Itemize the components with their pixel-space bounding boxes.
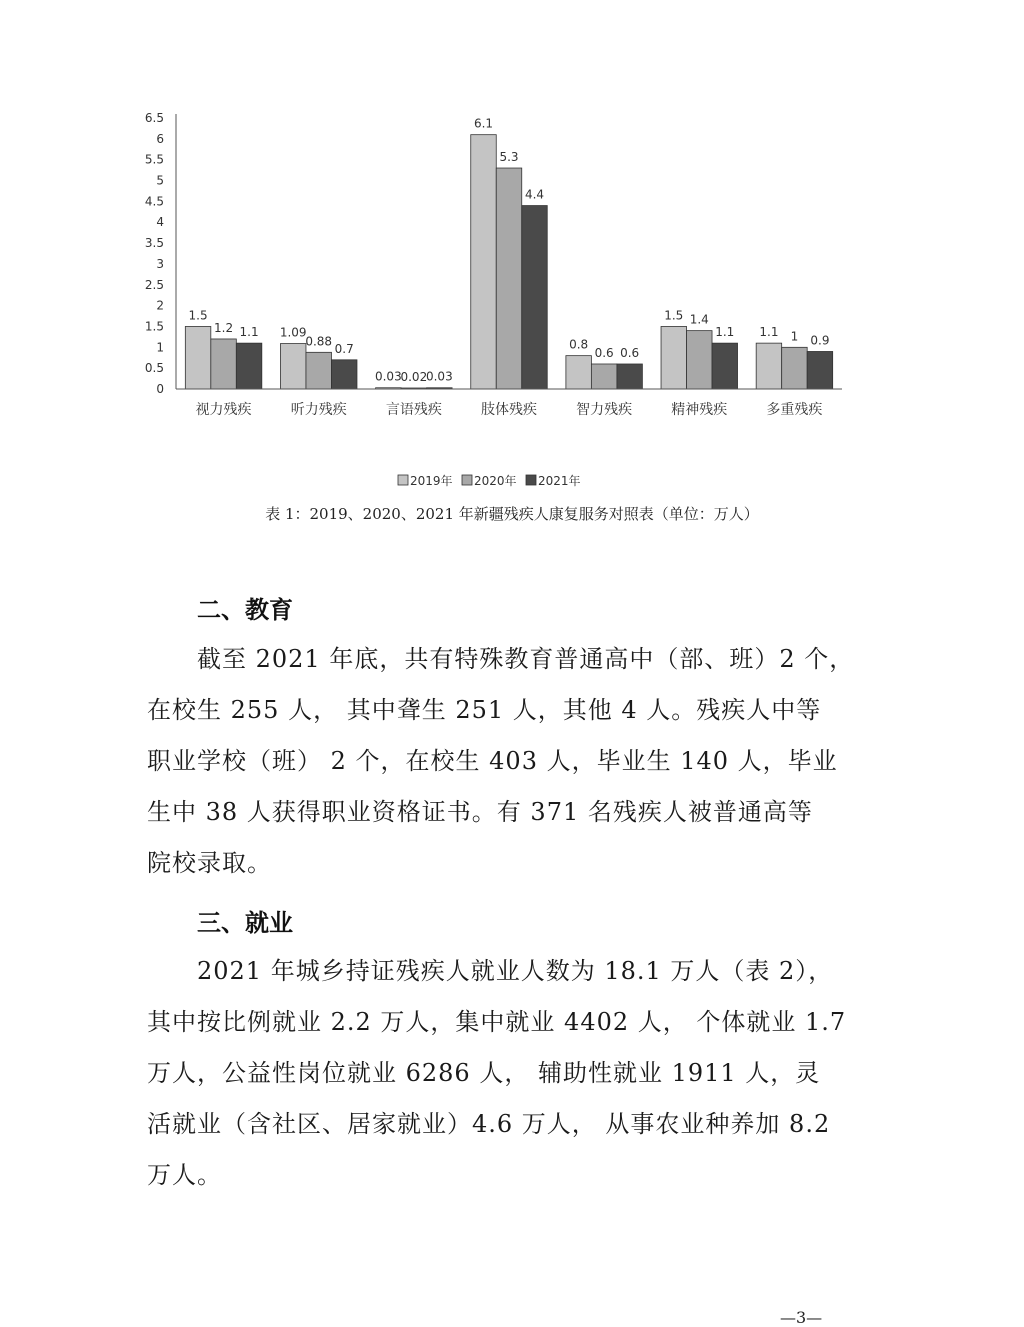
bar — [236, 343, 261, 389]
education-paragraph — [147, 634, 855, 889]
data-label: 0.8 — [569, 337, 589, 352]
bar — [712, 343, 738, 389]
y-tick-label: 1 — [156, 340, 164, 355]
data-label: 1.1 — [239, 325, 259, 340]
data-label: 1.09 — [279, 325, 307, 340]
data-label: 0.03 — [374, 369, 402, 384]
data-label: 4.4 — [524, 187, 545, 202]
paragraph-line: 万人，公益性岗位就业 6286 人， 辅助性就业 1911 人，灵 — [147, 1059, 821, 1087]
x-tick-label: 精神残疾 — [671, 402, 728, 418]
bar-chart — [0, 0, 1024, 500]
legend-swatch — [398, 475, 408, 485]
x-tick-label: 肢体残疾 — [481, 402, 537, 418]
employment-paragraph — [147, 946, 847, 1201]
data-label: 1.1 — [715, 325, 735, 340]
data-label: 5.3 — [499, 150, 519, 165]
bar — [566, 356, 592, 389]
paragraph-line: 万人。 — [147, 1161, 222, 1189]
bar — [471, 135, 497, 389]
data-label: 0.6 — [620, 345, 640, 360]
page-number: —3— — [780, 1308, 823, 1327]
x-tick-label: 多重残疾 — [766, 402, 823, 418]
x-tick-label: 视力残疾 — [195, 402, 252, 418]
paragraph-line: 生中 38 人获得职业资格证书。有 371 名残疾人被普通高等 — [147, 798, 813, 826]
y-tick-label: 1.5 — [144, 319, 164, 334]
paragraph-line: 活就业（含社区、居家就业）4.6 万人， 从事农业种养加 8.2 — [147, 1110, 831, 1138]
data-label: 1.1 — [759, 325, 779, 340]
data-label: 0.88 — [305, 334, 333, 349]
bar — [306, 352, 332, 389]
y-tick-label: 6.5 — [144, 111, 164, 125]
y-tick-label: 4 — [156, 215, 164, 230]
data-label: 0.9 — [810, 333, 830, 348]
paragraph-line: 2021 年城乡持证残疾人就业人数为 18.1 万人（表 2）， — [197, 957, 834, 985]
y-tick-label: 3.5 — [144, 236, 164, 251]
bar — [661, 326, 687, 389]
paragraph-line: 截至 2021 年底，共有特殊教育普通高中（部、班）2 个， — [197, 645, 855, 673]
bar — [211, 339, 237, 389]
data-label: 1.5 — [188, 308, 208, 323]
data-label: 0.7 — [334, 341, 354, 356]
legend-label: 2019年 — [410, 474, 453, 488]
legend-label: 2020年 — [474, 474, 517, 488]
y-tick-label: 6 — [156, 131, 164, 146]
data-label: 1.5 — [664, 308, 684, 323]
legend-swatch — [526, 475, 536, 485]
bar — [185, 326, 211, 389]
bar — [331, 360, 357, 389]
y-tick-label: 3 — [156, 256, 164, 271]
y-tick-label: 2 — [156, 298, 164, 313]
y-tick-label: 5 — [156, 173, 164, 188]
x-tick-label: 智力残疾 — [576, 402, 633, 418]
chart-legend — [398, 473, 581, 488]
paragraph-line: 在校生 255 人， 其中聋生 251 人，其他 4 人。残疾人中等 — [147, 696, 822, 724]
y-tick-label: 2.5 — [144, 277, 164, 292]
paragraph-line: 其中按比例就业 2.2 万人，集中就业 4402 人， 个体就业 1.7 — [147, 1008, 847, 1036]
x-tick-label: 听力残疾 — [290, 402, 347, 418]
bar — [496, 168, 522, 389]
paragraph-line: 职业学校（班） 2 个，在校生 403 人，毕业生 140 人，毕业 — [147, 747, 838, 775]
bar — [617, 364, 643, 389]
legend-label: 2021年 — [538, 474, 581, 488]
data-label: 6.1 — [473, 116, 494, 131]
y-tick-label: 0.5 — [144, 361, 164, 376]
chart-caption: 表 1：2019、2020、2021 年新疆残疾人康复服务对照表（单位：万人） — [265, 505, 759, 523]
data-label: 1 — [790, 329, 799, 344]
bar — [782, 347, 808, 389]
bar — [522, 206, 548, 389]
y-tick-label: 4.5 — [144, 194, 164, 209]
data-label: 0.02 — [400, 370, 428, 384]
bar — [756, 343, 782, 389]
bar — [807, 351, 833, 389]
data-label: 0.03 — [425, 369, 453, 384]
data-label: 1.4 — [689, 312, 709, 327]
data-label: 0.6 — [594, 345, 614, 360]
legend-swatch — [462, 475, 472, 485]
bar — [280, 344, 306, 389]
data-label: 1.2 — [214, 320, 234, 335]
y-tick-label: 0 — [156, 382, 164, 396]
section-heading-employment: 三、就业 — [197, 909, 293, 937]
bar — [687, 331, 713, 389]
x-tick-label: 言语残疾 — [385, 402, 442, 418]
section-heading-education: 二、教育 — [197, 596, 293, 624]
bar — [591, 364, 617, 389]
y-tick-label: 5.5 — [144, 152, 164, 167]
paragraph-line: 院校录取。 — [147, 849, 272, 877]
